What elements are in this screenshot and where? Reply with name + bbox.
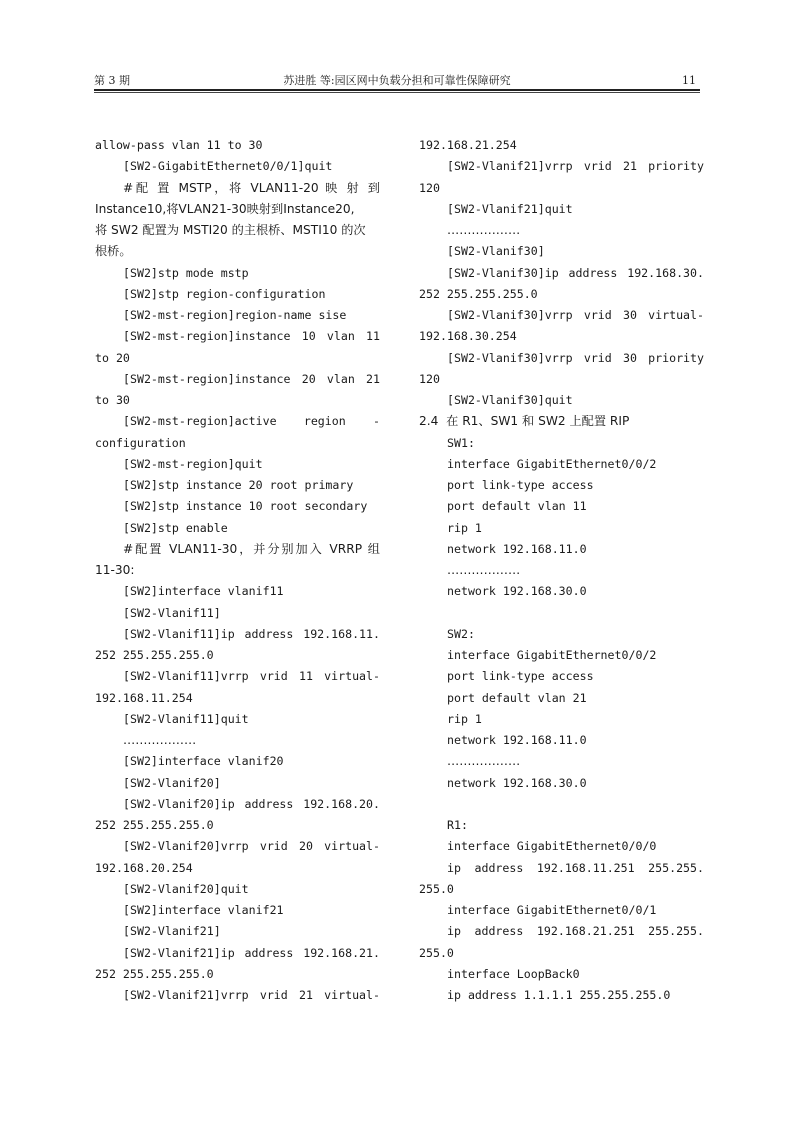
text-line: ……………… [447,223,521,237]
text-line: network 192.168.11.0 [447,733,587,747]
text-line [419,794,704,815]
text-line: network 192.168.11.0 [447,541,587,556]
text-line: [SW2]stp mode mstp [123,265,249,280]
text-line: [SW2-Vlanif21]vrrp vrid 21 virtual- [123,988,380,1002]
text-line: port default vlan 11 [447,499,587,514]
text-line: interface GigabitEthernet0/0/0 [447,839,657,854]
text-line: 252 255.255.255.0 [95,818,214,832]
text-line: 120 [419,371,440,386]
text-line: [SW2-mst-region]region-name sise [123,308,347,322]
page-number: 11 [682,74,696,87]
text-line: [SW2-mst-region]quit [123,456,263,471]
text-line: ip address 192.168.21.251 255.255. [447,924,704,939]
text-line: [SW2-Vlanif20]vrrp vrid 20 virtual- [123,839,380,854]
text-line: 192.168.20.254 [95,860,193,875]
text-line: [SW2-Vlanif30] [447,244,545,259]
text-line: [SW2-Vlanif30]quit [447,393,573,407]
text-line: [SW2-Vlanif11]vrrp vrid 11 virtual- [123,669,380,684]
text-line: ……………… [123,733,197,747]
text-line: rip 1 [447,520,482,535]
text-line: [SW2-Vlanif21] [123,924,221,939]
text-line: configuration [95,435,186,450]
text-line: [SW2]stp instance 10 root secondary [123,499,368,514]
running-header [94,73,700,89]
text-line: SW1: [447,435,475,450]
text-line: network 192.168.30.0 [447,584,587,599]
text-line: [SW2-Vlanif21]quit [447,201,573,216]
text-line: [SW2]stp enable [123,520,228,535]
text-line: interface GigabitEthernet0/0/1 [447,903,657,917]
text-line: [SW2-Vlanif20]quit [123,881,249,896]
text-line: ip address 1.1.1.1 255.255.255.0 [447,988,671,1002]
text-line: [SW2-Vlanif11]quit [123,711,249,726]
text-line: port link-type access [447,478,594,492]
text-line: [SW2-Vlanif21]vrrp vrid 21 priority [447,159,704,174]
text-line: to 20 [95,350,130,365]
text-line: [SW2]stp instance 20 root primary [123,478,354,492]
text-line: [SW2]interface vlanif21 [123,903,284,917]
text-line: ……………… [447,563,521,577]
text-line: [SW2-Vlanif11]ip address 192.168.11. [123,626,380,641]
text-line: 255.0 [419,945,454,960]
text-line: 252 255.255.255.0 [419,286,538,301]
text-line: [SW2-mst-region]active region - [123,414,380,429]
text-line: 120 [419,180,440,195]
text-line: 252 255.255.255.0 [95,966,214,981]
text-line: [SW2-Vlanif20]ip address 192.168.20. [123,796,380,811]
text-line: 192.168.30.254 [419,329,517,344]
text-line: 将 SW2 配置为 MSTI20 的主根桥、MSTI10 的次 [95,223,366,237]
text-line: 192.168.11.254 [95,690,193,705]
text-line: interface GigabitEthernet0/0/2 [447,456,657,471]
text-line: 255.0 [419,881,454,896]
text-line: ……………… [447,754,521,769]
left-column [95,135,380,1006]
text-line: [SW2-Vlanif30]ip address 192.168.30. [447,265,704,280]
text-line: 192.168.21.254 [419,138,517,152]
text-line: Instance10,将VLAN21-30映射到Instance20, [95,201,355,216]
text-line: [SW2-mst-region]instance 10 vlan 11 [123,329,380,344]
text-line: 252 255.255.255.0 [95,648,214,662]
header-rule-thin [94,92,700,93]
issue-label: 第 3 期 [94,74,130,87]
text-line: [SW2]interface vlanif20 [123,754,284,769]
text-line: port default vlan 21 [447,690,587,705]
text-line: rip 1 [447,711,482,726]
text-line: [SW2-Vlanif11] [123,605,221,620]
text-line: #配置 VLAN11-30，并分别加入 VRRP 组 [123,541,380,556]
text-line: interface GigabitEthernet0/0/2 [447,648,657,662]
text-line: [SW2-Vlanif21]ip address 192.168.21. [123,945,380,960]
text-line: port link-type access [447,669,594,684]
text-line: [SW2]stp region-configuration [123,286,326,301]
text-line: SW2: [447,626,475,641]
text-line: allow-pass vlan 11 to 30 [95,138,263,152]
text-line: [SW2-Vlanif30]vrrp vrid 30 priority [447,350,704,365]
text-line: [SW2-mst-region]instance 20 vlan 21 [123,371,380,386]
text-line: [SW2-GigabitEthernet0/0/1]quit [123,159,333,174]
text-line: 根桥。 [95,244,132,259]
text-line: R1: [447,818,468,832]
text-line: ip address 192.168.11.251 255.255. [447,860,704,875]
text-line: interface LoopBack0 [447,966,580,981]
text-line [419,603,704,624]
text-line: 2.4 在 R1、SW1 和 SW2 上配置 RIP [419,414,630,429]
text-line: network 192.168.30.0 [447,775,587,790]
running-title: 苏进胜 等:园区网中负载分担和可靠性保障研究 [283,74,511,87]
header-rule-thick [94,89,700,91]
text-line: [SW2-Vlanif30]vrrp vrid 30 virtual- [447,308,704,322]
text-line: [SW2]interface vlanif11 [123,584,284,599]
text-line: 11-30: [95,563,135,577]
text-line: #配 置 MSTP，将 VLAN11-20 映 射 到 [123,180,380,195]
text-line: to 30 [95,393,130,407]
right-column [419,135,704,1006]
text-line: [SW2-Vlanif20] [123,775,221,790]
